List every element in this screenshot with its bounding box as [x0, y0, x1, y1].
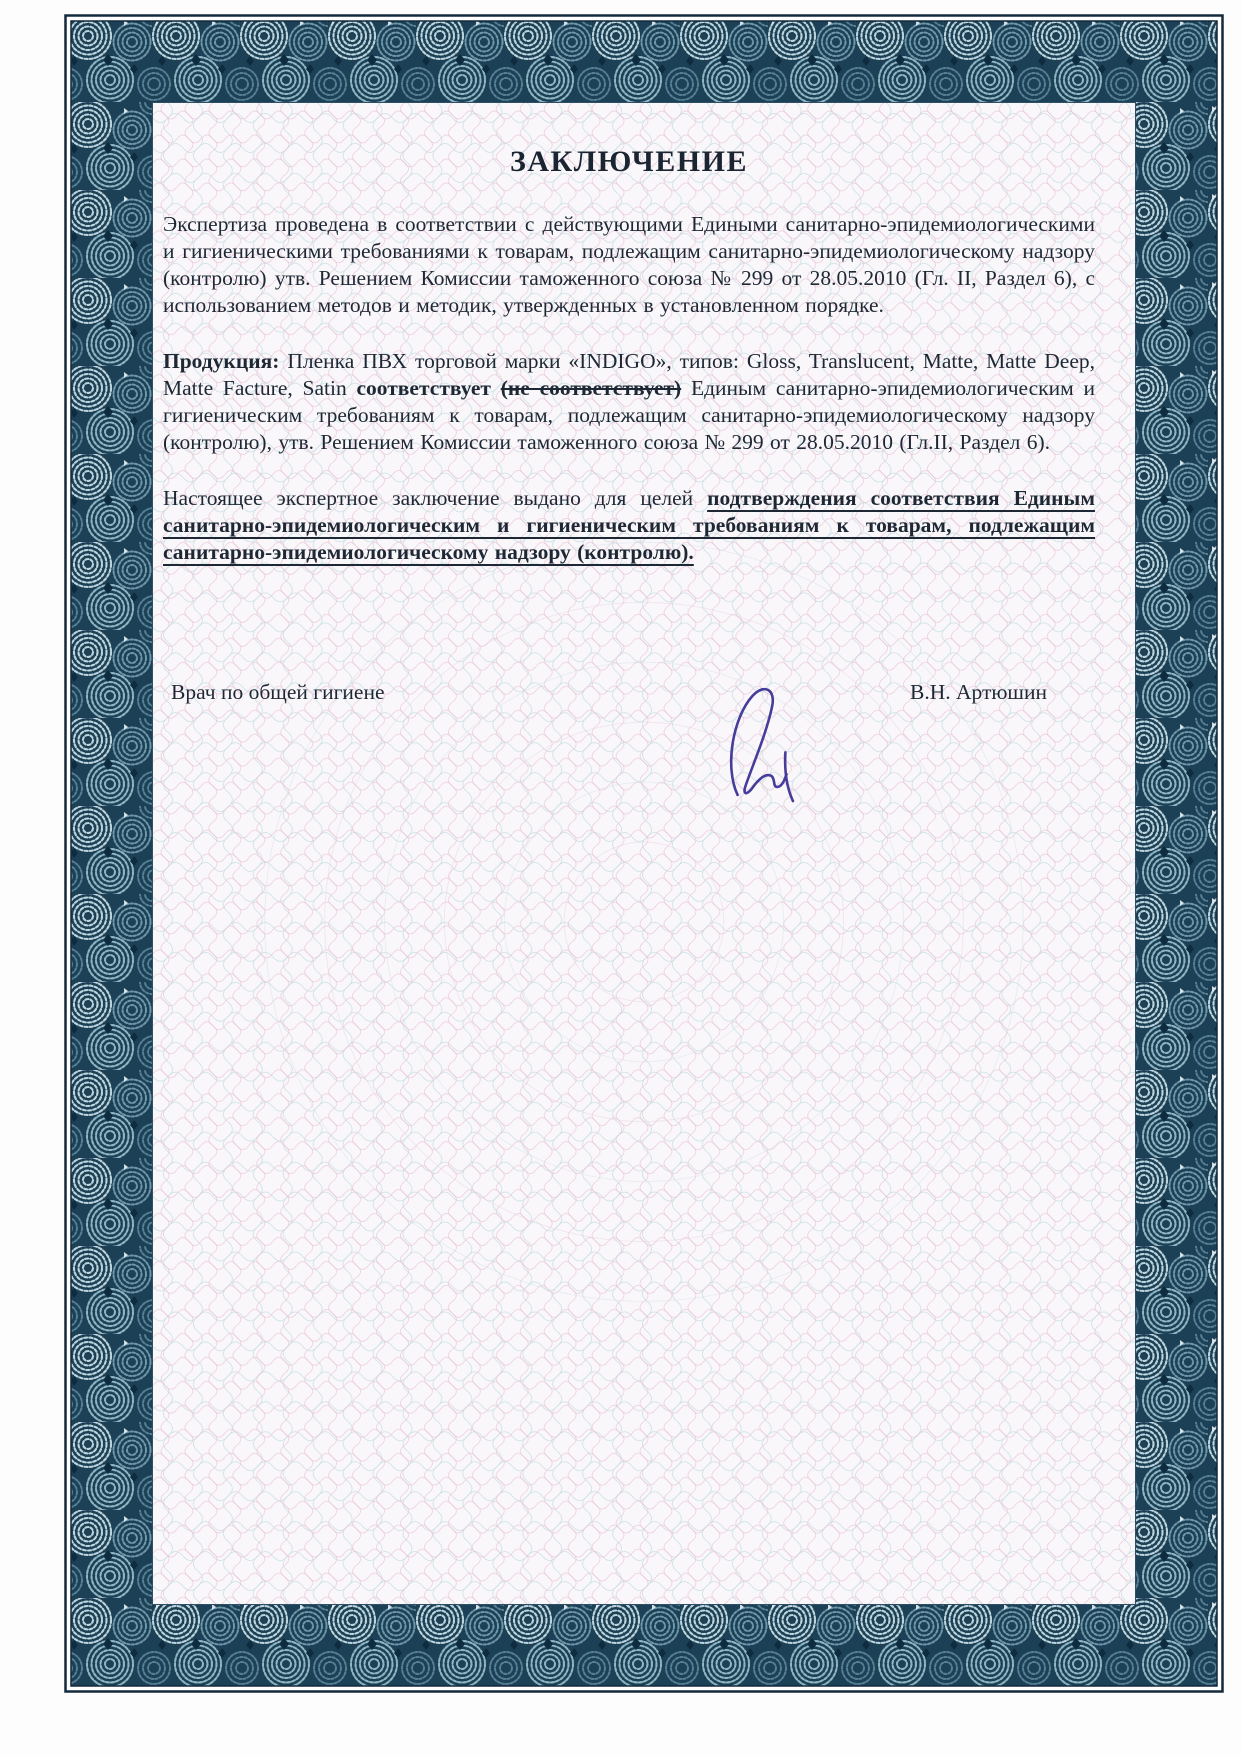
- handwritten-signature: [716, 678, 831, 811]
- document-content: [153, 103, 1135, 1604]
- not-conforms-strikethrough: (не соответствует): [500, 376, 682, 400]
- product-description: Пленка ПВХ торговой марки «INDIGO», типов: Gloss, Translucent, Matte, Matte Deep, Matte Facture, Satin: [163, 349, 1095, 400]
- product-label: Продукция:: [163, 349, 280, 373]
- certificate-body: [152, 102, 1136, 1605]
- purpose-intro: Настоящее экспертное заключение выдано для целей: [163, 486, 708, 510]
- purpose-underlined: подтверждения соответствия Единым санитарно-эпидемиологическим и гигиеническим требованиям к товарам, подлежащим санитарно-эпидемиологическому надзору (контролю).: [163, 486, 1095, 564]
- signature-row: [163, 680, 1095, 705]
- paragraph-expertise: [163, 211, 1095, 319]
- paragraph-expertise-text: Экспертиза проведена в соответствии с действующими Едиными санитарно-эпидемиологическими и гигиеническими требованиями к товарам, подлежащим санитарно-эпидемиологическому надзору (контролю) утв. Решением Комиссии таможенного союза № 299 от 28.05.2010 (Гл. II, Раздел 6), с использованием методов и методик, утвержденных в установленном порядке.: [163, 212, 1095, 317]
- page-title: ЗАКЛЮЧЕНИЕ: [510, 145, 748, 178]
- signer-name: В.Н. Артюшин: [909, 680, 1047, 704]
- conforms-text: соответствует: [356, 376, 501, 400]
- product-description-continued: Единым санитарно-эпидемиологическим и гигиеническим требованиям к товарам, подлежащим санитарно-эпидемиологическому надзору (контролю), утв. Решением Комиссии таможенного союза № 299 от 28.05.2010 (Гл.II, Раздел 6).: [163, 376, 1095, 454]
- paragraph-purpose: [163, 485, 1095, 566]
- signer-role: Врач по общей гигиене: [171, 680, 385, 704]
- paragraph-product: [163, 348, 1095, 456]
